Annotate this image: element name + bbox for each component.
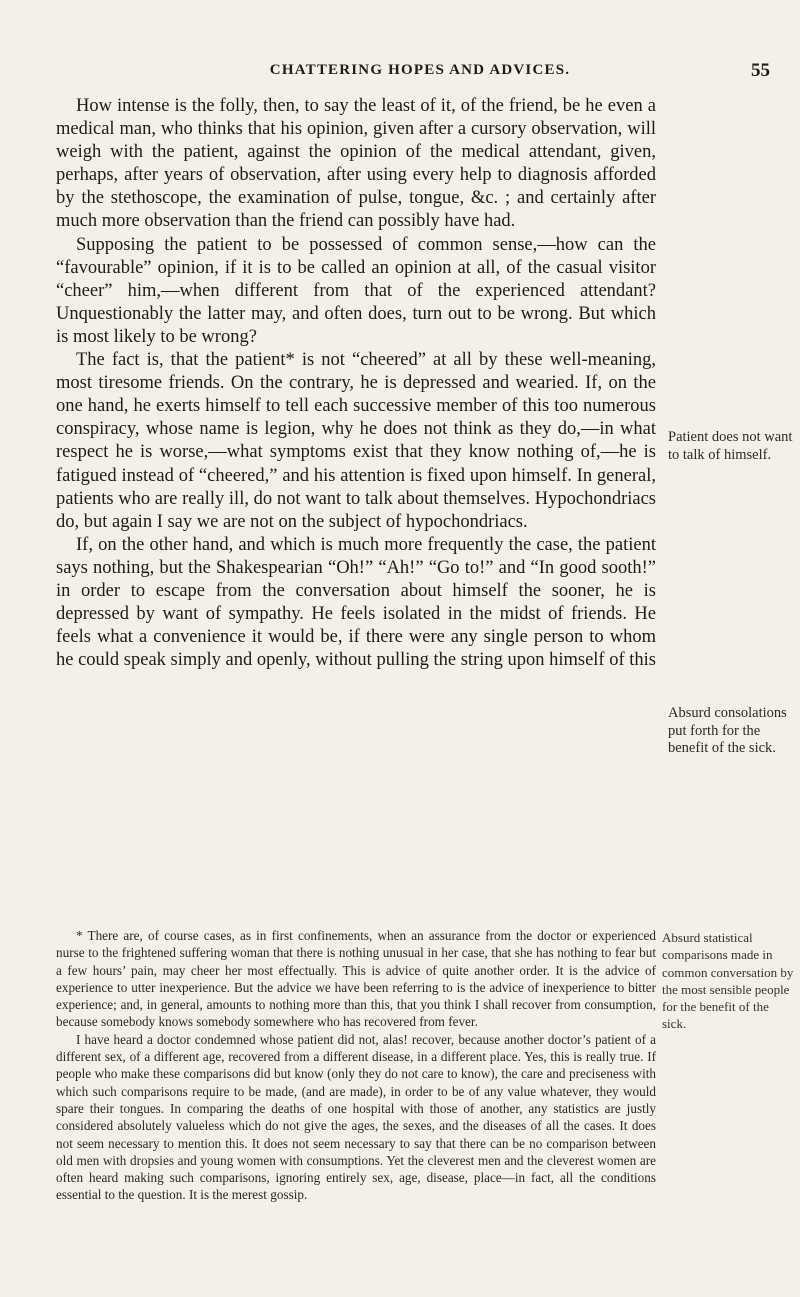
body-text <box>56 95 656 672</box>
margin-note-statistics: Absurd statistical comparisons made in common conversation by the most sensible people for the benefit of the sick. <box>662 930 794 1032</box>
footnote-paragraph: * There are, of course cases, as in first confinements, when an assurance from the doctor or experienced nurse to the frightened suffering woman that there is nothing unusual in her case, that she has nothing to fear but a few hours’ pain, may cheer her most effectually. This is advice of quite another order. It is the advice of experience to utter inexperience. But the advice we have been referring to is the advice of inexperience to bitter experience; and, in general, amounts to nothing more than this, that you think I shall recover from consumption, because somebody knows somebody somewhere who has recovered from fever. <box>56 928 656 1030</box>
body-paragraph: Supposing the patient to be possessed of common sense,—how can the “favourable” opinion, if it is to be called an opinion at all, of the casual visitor “cheer” him,—when different from that of the experienced attendant? Unquestionably the latter may, and often does, turn out to be wrong. But which is most likely to be wrong? <box>56 234 656 347</box>
margin-note-consolations: Absurd consolations put forth for the benefit of the sick. <box>668 705 787 756</box>
page-number: 55 <box>751 60 770 81</box>
body-paragraph: How intense is the folly, then, to say the least of it, of the friend, be he even a medical man, who thinks that his opinion, given after a cursory observation, will weigh with the patient, against the opinion of the medical attendant, given, perhaps, after years of observation, after using every help to diagnosis afforded by the stethoscope, the examination of pulse, tongue, &c. ; and certainly after much more observation than the friend can possibly have had. <box>56 96 656 232</box>
running-head <box>60 62 780 86</box>
margin-note-patient: Patient does not want to talk of himself. <box>668 429 793 463</box>
body-paragraph: The fact is, that the patient* is not “cheered” at all by these well-meaning, most tiresome friends. On the contrary, he is depressed and wearied. If, on the one hand, he exerts himself to tell each successive member of this too numerous conspiracy, whose name is legion, why he does not think as they do,—in what respect he is worse,—what symptoms exist that they know nothing of,—he is fatigued instead of “cheered,” and his attention is fixed upon himself. In general, patients who are really ill, do not want to talk about themselves. Hypochondriacs do, but again I say we are not on the subject of hypochondriacs. <box>56 350 656 532</box>
body-paragraph: If, on the other hand, and which is much more frequently the case, the patient says nothing, but the Shakespearian “Oh!” “Ah!” “Go to!” and “In good sooth!” in order to escape from the conversation about himself the sooner, he is depressed by want of sympathy. He feels isolated in the midst of friends. He feels what a convenience it would be, if there were any single person to whom he could speak simply and openly, without pulling the string upon himself of this <box>56 534 656 671</box>
running-title: CHATTERING HOPES AND ADVICES. <box>269 62 571 78</box>
footnotes <box>56 927 656 1204</box>
footnote-paragraph: I have heard a doctor condemned whose patient did not, alas! recover, because another doctor’s patient of a different sex, of a different age, recovered from a different disease, in a different place. Yes, this is really true. If people who make these comparisons did but know (only they do not care to know), the care and preciseness with which such comparisons require to be made, (and are made), in order to be of any value whatever, they would spare their tongues. In comparing the deaths of one hospital with those of another, any statistics are justly considered absolutely valueless which do not give the ages, the sexes, and the diseases of all the cases. It does not seem necessary to mention this. It does not seem necessary to say that there can be no comparison between old men with dropsies and young women with consumptions. Yet the cleverest men and the cleverest women are often heard making such comparisons, ignoring entirely sex, age, disease, place—in fact, all the conditions essential to the question. It is the merest gossip. <box>56 1031 656 1203</box>
